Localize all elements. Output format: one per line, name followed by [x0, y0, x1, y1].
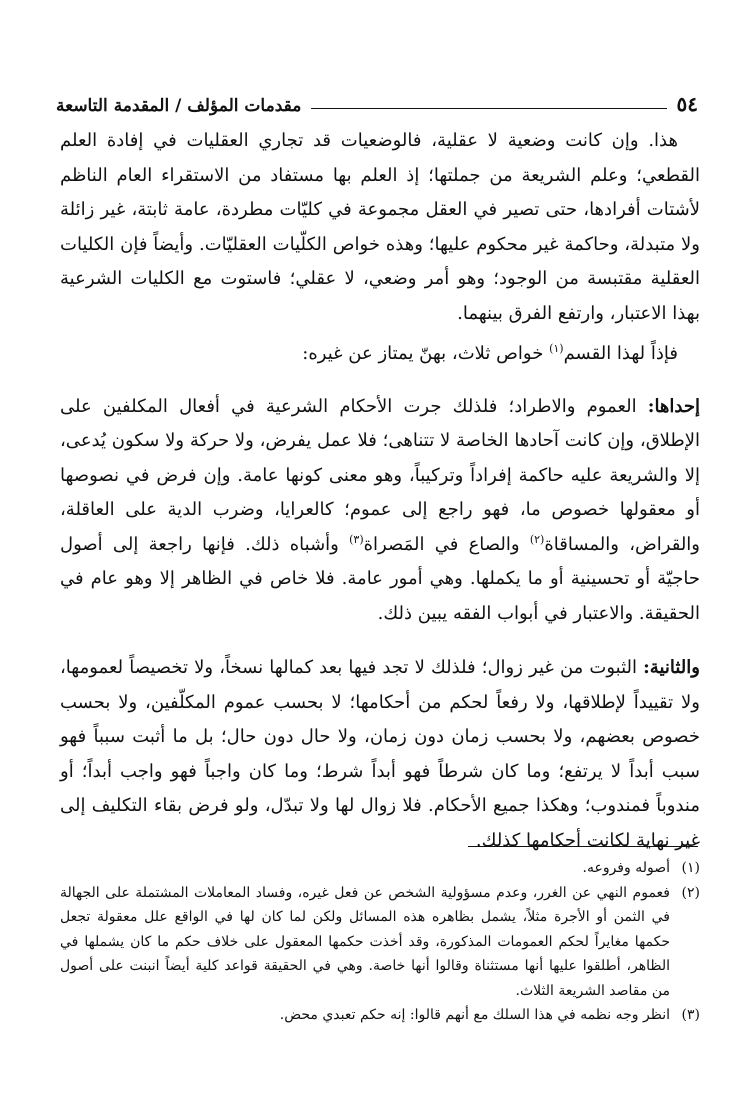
footnote-ref: (٣) — [349, 532, 364, 546]
footnote-number: (٣) — [681, 1007, 700, 1023]
paragraph-lead: والثانية: — [643, 657, 700, 678]
footnote-text: فعموم النهي عن الغرر، وعدم مسؤولية الشخص عن فعل غيره، وفساد المعاملات المشتملة على الجهالة في الثمن أو الأجرة مثلاً، يشمل بظاهره هذه المسائل ولكن لما كان لها في الواقع علل معقولة تجعل حكمها مغايراً لحكم العمومات المذكورة، وقد أخذت حكمها المعقول على خلاف حكم ما كان يشملها في الظاهر، أطلقوا عليها أنها مستثناة وقالوا أنها خاصة. وهي في الحقيقة قواعد كلية أيضاً انبنت على أصول من مقاصد الشريعة الثلاث. — [60, 884, 670, 999]
header-rule — [311, 108, 666, 109]
page-number: ٥٤ — [676, 92, 698, 116]
running-title: مقدمات المؤلف / المقدمة التاسعة — [56, 96, 302, 116]
footnote-text: أصوله وفروعه. — [582, 860, 670, 876]
footnote-separator — [468, 846, 698, 847]
text-run: والصاع في المَصراة — [363, 533, 530, 555]
paragraph-lead: إحداها: — [647, 395, 700, 417]
text-run: خواص ثلاث، بهنّ يمتاز عن غيره: — [302, 343, 550, 364]
paragraph — [60, 390, 700, 632]
footnotes — [60, 856, 700, 1028]
paragraph: هذا. وإن كانت وضعية لا عقلية، فالوضعيات قد تجاري العقليات في إفادة العلم القطعي؛ وعلم الشريعة من جملتها؛ إذ العلم بها مستفاد من الاستقراء العام الناظم لأشتات أفرادها، حتى تصير في العقل مجموعة في كليّات مطردة، عامة ثابتة، غير زائلة ولا متبدلة، وحاكمة غير محكوم عليها؛ وهذه خواص الكلّيات العقليّات. وأيضاً فإن الكليات العقلية مقتبسة من الوجود؛ وهو أمر وضعي، لا عقلي؛ فاستوت مع الكليات الشرعية بهذا الاعتبار، وارتفع الفرق بينهما. — [60, 130, 700, 324]
footnote-number: (١) — [681, 860, 700, 876]
main-text — [60, 124, 700, 858]
paragraph — [60, 651, 700, 858]
footnote-number: (٢) — [681, 884, 700, 901]
page-header — [56, 86, 698, 116]
footnote-ref: (١) — [549, 342, 564, 355]
text-run: وأشباه ذلك. فإنها راجعة إلى أصول حاجيّة أو تحسينية أو ما يكملها. وهي أمور عامة. فلا خاص في الظاهر إلا وهو عام في الحقيقة. والاعتبار في أبواب الفقه يبين ذلك. — [60, 533, 700, 624]
footnote-ref: (٢) — [529, 532, 545, 546]
text-run: العموم والاطراد؛ فلذلك جرت الأحكام الشرعية في أفعال المكلفين على الإطلاق، وإن كانت آحادها الخاصة لا تتناهى؛ فلا عمل يفرض، ولا حركة ولا سكون يُدعى، إلا والشريعة عليه حاكمة إفراداً وتركيباً، وهو معنى كونها عامة. وإن فرض في نصوصها أو معقولها خصوص ما، فهو راجع إلى عموم؛ كالعرايا، وضرب الدية على العاقلة، والقراض، والمساقاة — [60, 395, 700, 555]
footnote — [60, 1003, 700, 1028]
text-run: الثبوت من غير زوال؛ فلذلك لا تجد فيها بعد كمالها نسخاً، ولا تخصيصاً لعمومها، ولا تقييداً لإطلاقها، ولا رفعاً لحكم من أحكامها؛ لا بحسب عموم المكلّفين، ولا بحسب خصوص بعضهم، ولا بحسب زمان دون زمان، ولا حال دون حال؛ بل ما أثبت سبباً فهو سبب أبداً لا يرتفع؛ وما كان شرطاً فهو أبداً شرط؛ وما كان واجباً فهو واجب أبداً؛ أو مندوباً فمندوب؛ وهكذا جميع الأحكام. فلا زوال لها ولا تبدّل، ولو فرض بقاء التكليف إلى غير نهاية لكانت أحكامها كذلك. — [60, 657, 700, 851]
footnote — [60, 881, 700, 1004]
footnote — [60, 856, 700, 881]
text-run: فإذاً لهذا القسم — [563, 343, 678, 364]
footnote-text: انظر وجه نظمه في هذا السلك مع أنهم قالوا: إنه حكم تعبدي محض. — [279, 1007, 670, 1023]
paragraph — [60, 337, 700, 372]
